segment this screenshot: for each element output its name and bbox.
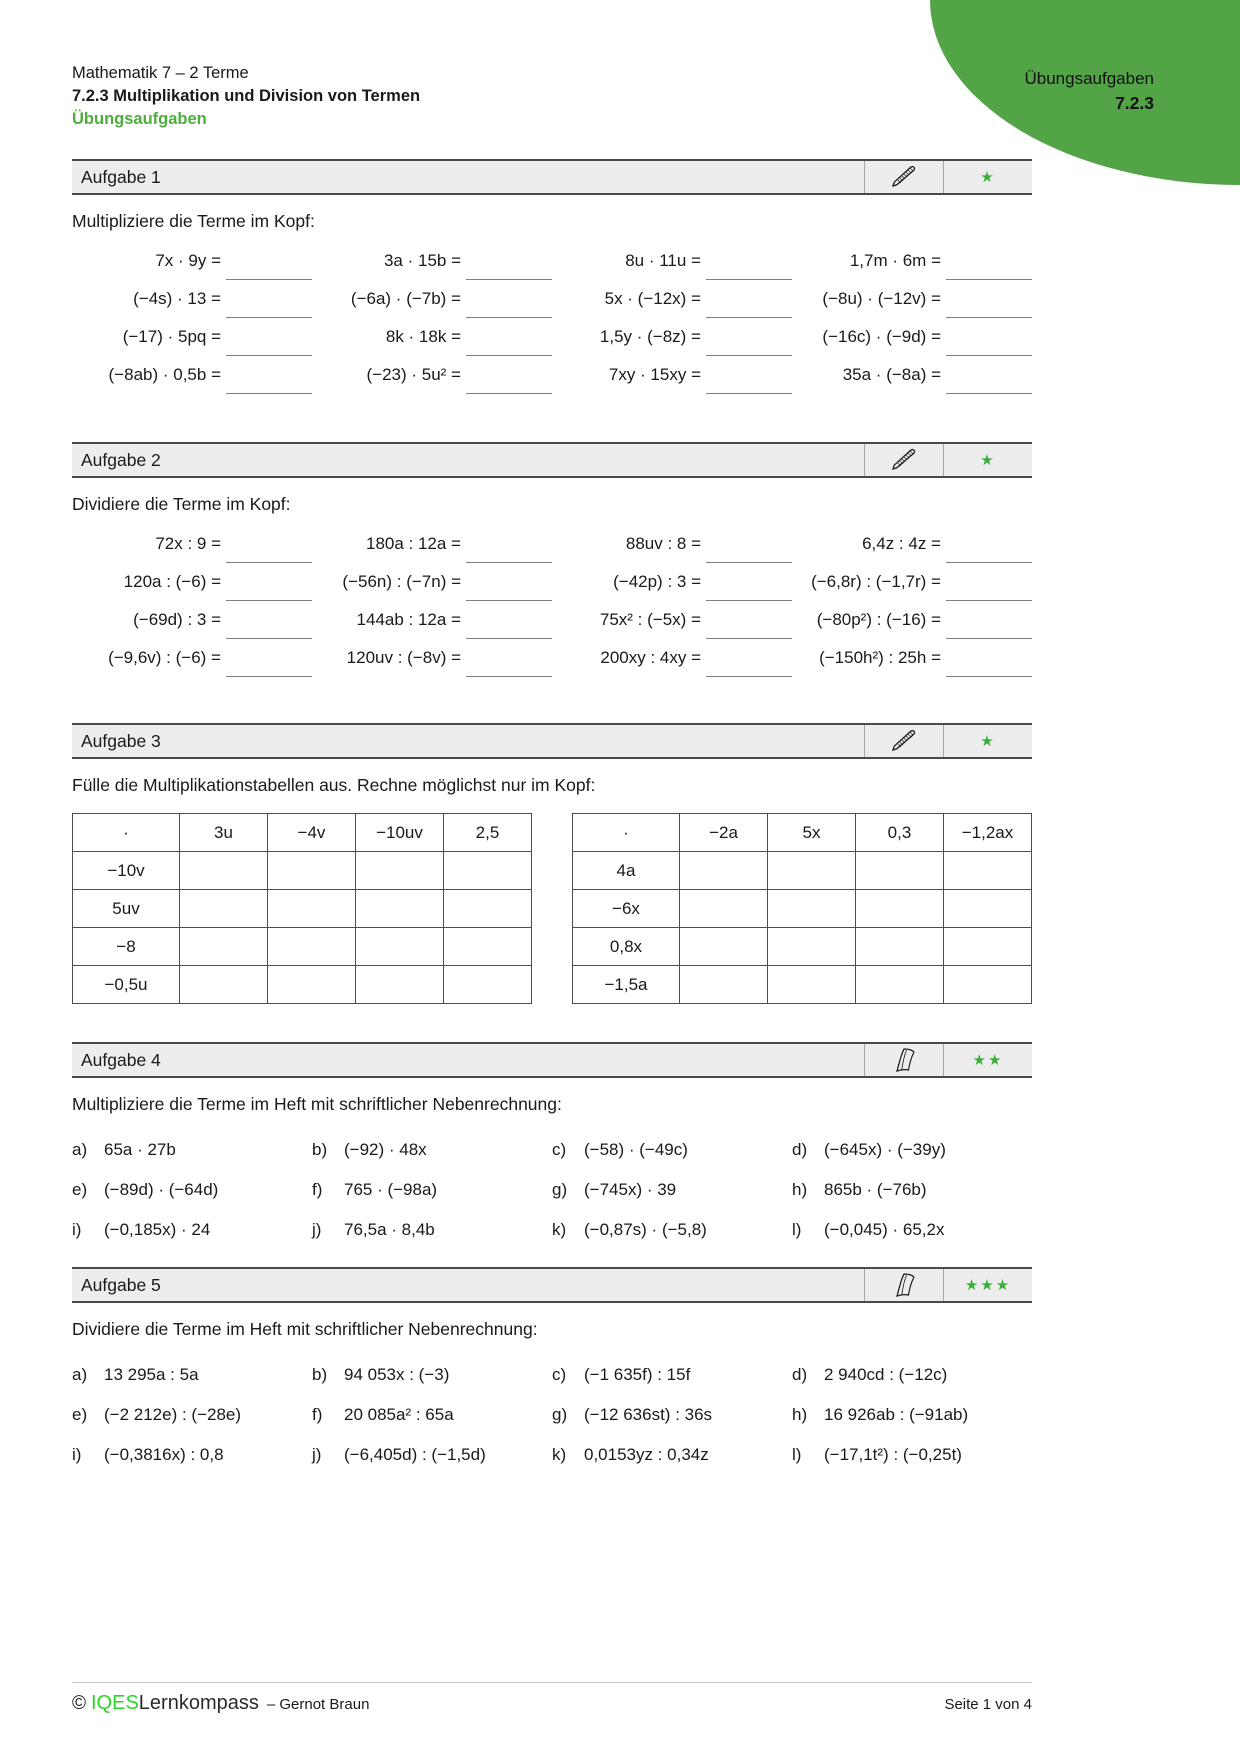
item-letter: a) [72,1365,88,1384]
answer-blank [466,393,552,394]
pencil-icon [864,444,943,476]
task-4-instruction: Multipliziere die Terme im Heft mit schriftlicher Nebenrechnung: [72,1094,562,1114]
exercise-item [312,1170,552,1210]
row-header: −8 [73,928,180,966]
task-1 [72,159,1032,393]
item-letter: d) [792,1140,808,1159]
col-header: 3u [180,814,268,852]
problem [792,317,1032,355]
expression: 180a : 12a = [365,534,461,553]
expression: 7xy · 15xy = [608,365,701,384]
expression: 8u · 11u = [625,251,701,270]
item-letter: c) [552,1365,567,1384]
problem [792,638,1032,676]
table-cell-empty [680,966,768,1004]
col-header: −10uv [356,814,444,852]
item-letter: f) [312,1405,323,1424]
item-letter: c) [552,1140,567,1159]
row-header: 5uv [73,890,180,928]
answer-blank [226,676,312,677]
exercise-item [792,1395,1032,1435]
task-5 [72,1267,1032,1475]
item-expression: 94 053x : (−3) [344,1365,450,1384]
expression: (−8ab) · 0,5b = [108,365,221,384]
item-letter: l) [792,1220,802,1239]
notebook-icon [864,1269,943,1301]
table-cell-empty [944,966,1032,1004]
item-letter: e) [72,1180,88,1199]
corner-label: Übungsaufgaben [1024,69,1154,88]
item-letter: g) [552,1180,568,1199]
problem [792,524,1032,562]
problem [792,600,1032,638]
table-cell-empty [944,928,1032,966]
item-expression: (−745x) · 39 [584,1180,677,1199]
task-2-star-rating: ★ [943,444,1032,476]
problem [792,241,1032,279]
task-2 [72,442,1032,676]
expression: (−23) · 5u² = [366,365,461,384]
table-cell-empty [856,966,944,1004]
problem [72,279,312,317]
item-expression: (−0,045) · 65,2x [824,1220,945,1239]
item-letter: i) [72,1445,82,1464]
table-cell-empty [768,966,856,1004]
problem [552,524,792,562]
table-cell-empty [356,966,444,1004]
expression: 75x² : (−5x) = [599,610,701,629]
corner-code: 7.2.3 [1115,93,1154,113]
item-letter: b) [312,1140,328,1159]
exercise-item [792,1170,1032,1210]
table-cell-empty [856,852,944,890]
exercise-item [552,1130,792,1170]
problem [792,355,1032,393]
answer-blank [946,393,1032,394]
expression: (−8u) · (−12v) = [822,289,941,308]
answer-blank [706,676,792,677]
expression: 1,7m · 6m = [849,251,941,270]
subtitle: Übungsaufgaben [72,110,207,128]
table-cell-empty [180,852,268,890]
item-letter: i) [72,1220,82,1239]
expression: 120uv : (−8v) = [346,648,461,667]
task-2-instruction: Dividiere die Terme im Kopf: [72,494,291,514]
problem [72,638,312,676]
problem [792,562,1032,600]
exercise-item [552,1355,792,1395]
task-5-star-rating: ★★★ [943,1269,1032,1301]
task-2-title: Aufgabe 2 [81,449,161,470]
problem [312,241,552,279]
expression: (−6a) · (−7b) = [350,289,461,308]
expression: 88uv : 8 = [625,534,701,553]
table-cell-empty [180,928,268,966]
table-cell-empty [768,928,856,966]
item-letter: h) [792,1405,808,1424]
problem [552,279,792,317]
expression: (−9,6v) : (−6) = [108,648,221,667]
table-cell-empty [180,890,268,928]
table-cell-empty [356,928,444,966]
item-expression: 765 · (−98a) [344,1180,438,1199]
task-4-items [72,1130,1032,1250]
exercise-item [72,1395,312,1435]
item-expression: (−1 635f) : 15f [584,1365,691,1384]
row-header: −10v [73,852,180,890]
problem [72,600,312,638]
col-header: 5x [768,814,856,852]
expression: (−69d) : 3 = [133,610,221,629]
problem [312,355,552,393]
page-number: Seite 1 von 4 [944,1696,1032,1713]
task-1-instruction: Multipliziere die Terme im Kopf: [72,211,315,231]
multiplication-table-left [72,813,532,1004]
author-credit: – Gernot Braun [266,1696,370,1713]
pencil-icon [864,725,943,757]
exercise-item [552,1435,792,1475]
problem [552,317,792,355]
task-2-bar [72,442,1032,478]
expression: 35a · (−8a) = [842,365,941,384]
item-letter: g) [552,1405,568,1424]
exercise-item [792,1130,1032,1170]
table-cell-empty [444,852,532,890]
multiplication-table-right [572,813,1032,1004]
problem [552,241,792,279]
task-4-star-rating: ★★ [943,1044,1032,1076]
exercise-item [72,1170,312,1210]
row-header: −1,5a [573,966,680,1004]
table-cell-empty [444,890,532,928]
expression: 72x : 9 = [155,534,221,553]
task-1-star-rating: ★ [943,161,1032,193]
operator-cell: · [73,814,180,852]
item-expression: 865b · (−76b) [824,1180,927,1199]
exercise-item [72,1130,312,1170]
document-header [72,0,1032,131]
table-cell-empty [768,890,856,928]
exercise-item [792,1435,1032,1475]
problem [312,638,552,676]
problem [312,562,552,600]
corner-text [1024,66,1154,116]
item-letter: f) [312,1180,323,1199]
col-header: 0,3 [856,814,944,852]
table-cell-empty [444,966,532,1004]
expression: (−6,8r) : (−1,7r) = [811,572,941,591]
item-expression: 65a · 27b [104,1140,176,1159]
table-cell-empty [944,890,1032,928]
expression: 5x · (−12x) = [604,289,701,308]
task-4 [72,1042,1032,1250]
item-letter: d) [792,1365,808,1384]
expression: (−16c) · (−9d) = [822,327,941,346]
item-expression: 20 085a² : 65a [344,1405,454,1424]
row-header: −0,5u [73,966,180,1004]
problem [72,241,312,279]
task-5-instruction: Dividiere die Terme im Heft mit schriftlicher Nebenrechnung: [72,1319,538,1339]
col-header: −1,2ax [944,814,1032,852]
item-letter: l) [792,1445,802,1464]
expression: (−4s) · 13 = [133,289,221,308]
item-expression: 13 295a : 5a [104,1365,199,1384]
problem [792,279,1032,317]
expression: 144ab : 12a = [356,610,461,629]
table-cell-empty [268,852,356,890]
table-cell-empty [856,890,944,928]
table-cell-empty [268,966,356,1004]
expression: 1,5y · (−8z) = [599,327,701,346]
problem [552,562,792,600]
task-1-problems [72,241,1032,393]
task-5-title: Aufgabe 5 [81,1274,161,1295]
task-5-items [72,1355,1032,1475]
exercise-item [792,1210,1032,1250]
table-cell-empty [680,852,768,890]
exercise-item [552,1170,792,1210]
task-1-title: Aufgabe 1 [81,166,161,187]
expression: (−80p²) : (−16) = [816,610,941,629]
answer-blank [706,393,792,394]
expression: 7x · 9y = [155,251,221,270]
expression: (−56n) : (−7n) = [342,572,461,591]
page-footer [72,1682,1032,1715]
operator-cell: · [573,814,680,852]
pencil-icon [864,161,943,193]
exercise-item [72,1435,312,1475]
exercise-item [552,1210,792,1250]
exercise-item [312,1210,552,1250]
table-cell-empty [268,928,356,966]
task-3-title: Aufgabe 3 [81,730,161,751]
exercise-item [552,1395,792,1435]
item-letter: e) [72,1405,88,1424]
answer-blank [466,676,552,677]
task-3-star-rating: ★ [943,725,1032,757]
answer-blank [226,393,312,394]
copyright-symbol: © [72,1693,86,1714]
notebook-icon [864,1044,943,1076]
task-4-title: Aufgabe 4 [81,1049,161,1070]
problem [72,317,312,355]
problem [552,638,792,676]
col-header: −4v [268,814,356,852]
expression: (−17) · 5pq = [122,327,221,346]
task-2-problems [72,524,1032,676]
item-expression: 76,5a · 8,4b [344,1220,435,1239]
item-expression: (−92) · 48x [344,1140,427,1159]
table-cell-empty [856,928,944,966]
expression: 3a · 15b = [383,251,461,270]
expression: 6,4z : 4z = [862,534,941,553]
task-3-instruction: Fülle die Multiplikationstabellen aus. Rechne möglichst nur im Kopf: [72,775,596,795]
item-expression: 0,0153yz : 0,34z [584,1445,709,1464]
exercise-item [312,1355,552,1395]
item-letter: j) [312,1445,322,1464]
expression: 200xy : 4xy = [600,648,701,667]
item-letter: b) [312,1365,328,1384]
problem [312,279,552,317]
item-letter: k) [552,1445,567,1464]
problem [312,524,552,562]
exercise-item [72,1210,312,1250]
item-expression: (−17,1t²) : (−0,25t) [824,1445,962,1464]
table-cell-empty [944,852,1032,890]
exercise-item [312,1435,552,1475]
expression: 8k · 18k = [385,327,461,346]
col-header: 2,5 [444,814,532,852]
table-cell-empty [680,890,768,928]
row-header: 0,8x [573,928,680,966]
table-cell-empty [356,852,444,890]
exercise-item [312,1395,552,1435]
item-expression: (−0,185x) · 24 [104,1220,211,1239]
table-cell-empty [768,852,856,890]
expression: (−150h²) : 25h = [819,648,941,667]
item-letter: k) [552,1220,567,1239]
table-cell-empty [356,890,444,928]
table-cell-empty [268,890,356,928]
item-expression: (−89d) · (−64d) [104,1180,219,1199]
lernkompass-logo-text: Lernkompass [138,1692,259,1714]
exercise-item [792,1355,1032,1395]
task-1-bar [72,159,1032,195]
row-header: 4a [573,852,680,890]
expression: 120a : (−6) = [123,572,221,591]
problem [552,600,792,638]
table-cell-empty [680,928,768,966]
table-cell-empty [180,966,268,1004]
item-expression: 16 926ab : (−91ab) [824,1405,969,1424]
item-expression: (−6,405d) : (−1,5d) [344,1445,486,1464]
task-4-bar [72,1042,1032,1078]
iqes-logo-text: IQES [91,1692,139,1714]
problem [312,317,552,355]
row-header: −6x [573,890,680,928]
task-3 [72,723,1032,1004]
item-expression: (−645x) · (−39y) [824,1140,946,1159]
chapter-title: 7.2.3 Multiplikation und Division von Termen [72,87,421,105]
table-cell-empty [444,928,532,966]
item-letter: j) [312,1220,322,1239]
item-expression: (−12 636st) : 36s [584,1405,713,1424]
expression: (−42p) : 3 = [613,572,701,591]
item-expression: (−0,87s) · (−5,8) [584,1220,707,1239]
problem [312,600,552,638]
problem [72,524,312,562]
col-header: −2a [680,814,768,852]
item-expression: (−0,3816x) : 0,8 [104,1445,224,1464]
item-letter: a) [72,1140,88,1159]
course-title: Mathematik 7 – 2 Terme [72,64,249,82]
item-expression: 2 940cd : (−12c) [824,1365,948,1384]
task-3-bar [72,723,1032,759]
item-letter: h) [792,1180,808,1199]
task-5-bar [72,1267,1032,1303]
answer-blank [946,676,1032,677]
item-expression: (−2 212e) : (−28e) [104,1405,242,1424]
problem [72,562,312,600]
item-expression: (−58) · (−49c) [584,1140,688,1159]
exercise-item [312,1130,552,1170]
problem [72,355,312,393]
problem [552,355,792,393]
exercise-item [72,1355,312,1395]
